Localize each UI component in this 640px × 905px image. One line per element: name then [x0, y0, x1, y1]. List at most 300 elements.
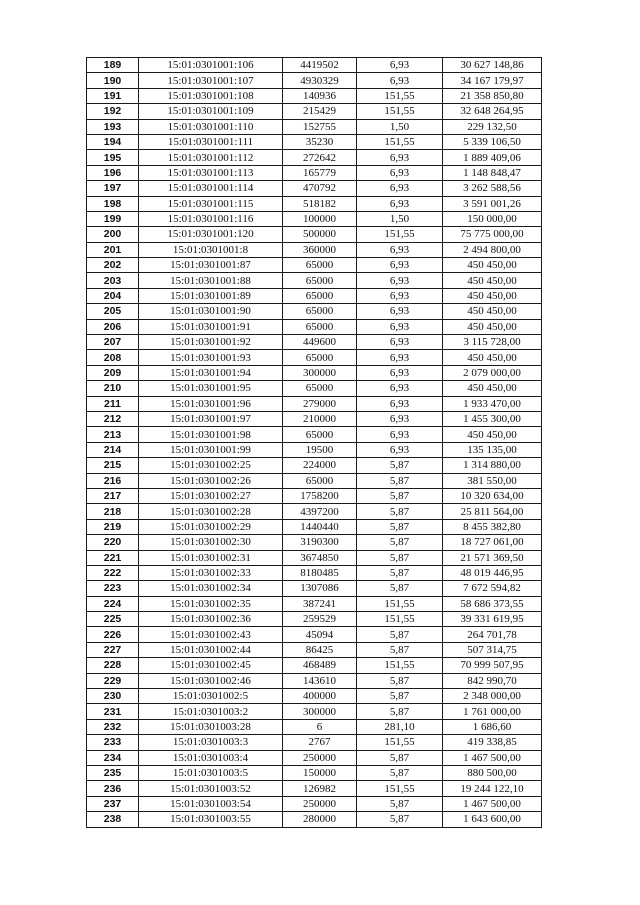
row-number-cell: 190 [87, 73, 139, 88]
row-number-cell: 209 [87, 365, 139, 380]
rate-cell: 6,93 [357, 150, 443, 165]
rate-cell: 281,10 [357, 719, 443, 734]
rate-cell: 6,93 [357, 73, 443, 88]
cadastral-number-cell: 15:01:0301001:111 [139, 134, 283, 149]
area-cell: 1440440 [283, 519, 357, 534]
table-row [87, 304, 542, 319]
table-row [87, 735, 542, 750]
cadastral-number-cell: 15:01:0301002:34 [139, 581, 283, 596]
rate-cell: 6,93 [357, 58, 443, 73]
cadastral-number-cell: 15:01:0301001:120 [139, 227, 283, 242]
cadastral-value-cell: 75 775 000,00 [443, 227, 542, 242]
cadastral-value-cell: 58 686 373,55 [443, 596, 542, 611]
row-number-cell: 205 [87, 304, 139, 319]
cadastral-value-cell: 1 467 500,00 [443, 796, 542, 811]
row-number-cell: 211 [87, 396, 139, 411]
rate-cell: 151,55 [357, 658, 443, 673]
cadastral-number-cell: 15:01:0301001:94 [139, 365, 283, 380]
row-number-cell: 234 [87, 750, 139, 765]
rate-cell: 5,87 [357, 627, 443, 642]
row-number-cell: 223 [87, 581, 139, 596]
area-cell: 250000 [283, 750, 357, 765]
area-cell: 215429 [283, 104, 357, 119]
table-row [87, 781, 542, 796]
cadastral-number-cell: 15:01:0301001:95 [139, 381, 283, 396]
table-row [87, 381, 542, 396]
cadastral-value-cell: 34 167 179,97 [443, 73, 542, 88]
area-cell: 19500 [283, 442, 357, 457]
cadastral-value-cell: 48 019 446,95 [443, 565, 542, 580]
cadastral-value-cell: 2 494 800,00 [443, 242, 542, 257]
rate-cell: 6,93 [357, 442, 443, 457]
area-cell: 65000 [283, 473, 357, 488]
area-cell: 140936 [283, 88, 357, 103]
area-cell: 150000 [283, 765, 357, 780]
cadastral-value-table [86, 57, 542, 828]
row-number-cell: 195 [87, 150, 139, 165]
cadastral-number-cell: 15:01:0301001:99 [139, 442, 283, 457]
cadastral-number-cell: 15:01:0301001:108 [139, 88, 283, 103]
area-cell: 86425 [283, 642, 357, 657]
row-number-cell: 201 [87, 242, 139, 257]
cadastral-value-cell: 3 262 588,56 [443, 181, 542, 196]
cadastral-value-cell: 1 643 600,00 [443, 812, 542, 827]
cadastral-number-cell: 15:01:0301001:96 [139, 396, 283, 411]
rate-cell: 1,50 [357, 119, 443, 134]
area-cell: 449600 [283, 335, 357, 350]
table-row [87, 765, 542, 780]
row-number-cell: 199 [87, 211, 139, 226]
cadastral-value-cell: 450 450,00 [443, 427, 542, 442]
rate-cell: 6,93 [357, 288, 443, 303]
table-body [87, 58, 542, 828]
area-cell: 3190300 [283, 535, 357, 550]
table-row [87, 719, 542, 734]
table-row [87, 119, 542, 134]
row-number-cell: 226 [87, 627, 139, 642]
table-row [87, 642, 542, 657]
cadastral-number-cell: 15:01:0301001:112 [139, 150, 283, 165]
cadastral-number-cell: 15:01:0301001:106 [139, 58, 283, 73]
rate-cell: 5,87 [357, 565, 443, 580]
row-number-cell: 222 [87, 565, 139, 580]
table-row [87, 473, 542, 488]
row-number-cell: 238 [87, 812, 139, 827]
cadastral-number-cell: 15:01:0301002:35 [139, 596, 283, 611]
cadastral-number-cell: 15:01:0301001:114 [139, 181, 283, 196]
rate-cell: 6,93 [357, 396, 443, 411]
area-cell: 143610 [283, 673, 357, 688]
area-cell: 360000 [283, 242, 357, 257]
row-number-cell: 210 [87, 381, 139, 396]
table-row [87, 196, 542, 211]
table-row [87, 565, 542, 580]
cadastral-number-cell: 15:01:0301003:55 [139, 812, 283, 827]
area-cell: 387241 [283, 596, 357, 611]
cadastral-value-cell: 1 314 880,00 [443, 458, 542, 473]
table-row [87, 488, 542, 503]
cadastral-number-cell: 15:01:0301001:92 [139, 335, 283, 350]
row-number-cell: 237 [87, 796, 139, 811]
cadastral-number-cell: 15:01:0301001:97 [139, 411, 283, 426]
row-number-cell: 216 [87, 473, 139, 488]
cadastral-number-cell: 15:01:0301001:116 [139, 211, 283, 226]
cadastral-value-cell: 1 686,60 [443, 719, 542, 734]
row-number-cell: 197 [87, 181, 139, 196]
table-row [87, 88, 542, 103]
row-number-cell: 230 [87, 689, 139, 704]
cadastral-number-cell: 15:01:0301001:115 [139, 196, 283, 211]
table-row [87, 504, 542, 519]
table-row [87, 396, 542, 411]
table-row [87, 812, 542, 827]
cadastral-value-cell: 1 455 300,00 [443, 411, 542, 426]
row-number-cell: 213 [87, 427, 139, 442]
cadastral-value-cell: 1 933 470,00 [443, 396, 542, 411]
rate-cell: 151,55 [357, 88, 443, 103]
cadastral-value-cell: 450 450,00 [443, 350, 542, 365]
cadastral-number-cell: 15:01:0301002:46 [139, 673, 283, 688]
area-cell: 3674850 [283, 550, 357, 565]
row-number-cell: 189 [87, 58, 139, 73]
area-cell: 518182 [283, 196, 357, 211]
table-row [87, 612, 542, 627]
table-row [87, 211, 542, 226]
area-cell: 4397200 [283, 504, 357, 519]
cadastral-number-cell: 15:01:0301002:43 [139, 627, 283, 642]
cadastral-value-cell: 1 467 500,00 [443, 750, 542, 765]
cadastral-number-cell: 15:01:0301001:107 [139, 73, 283, 88]
table-row [87, 134, 542, 149]
row-number-cell: 212 [87, 411, 139, 426]
cadastral-value-cell: 2 079 000,00 [443, 365, 542, 380]
cadastral-number-cell: 15:01:0301001:93 [139, 350, 283, 365]
cadastral-number-cell: 15:01:0301001:98 [139, 427, 283, 442]
cadastral-value-cell: 450 450,00 [443, 273, 542, 288]
row-number-cell: 218 [87, 504, 139, 519]
row-number-cell: 227 [87, 642, 139, 657]
cadastral-value-cell: 135 135,00 [443, 442, 542, 457]
row-number-cell: 228 [87, 658, 139, 673]
cadastral-value-cell: 450 450,00 [443, 304, 542, 319]
rate-cell: 6,93 [357, 350, 443, 365]
row-number-cell: 206 [87, 319, 139, 334]
cadastral-value-cell: 39 331 619,95 [443, 612, 542, 627]
cadastral-value-cell: 8 455 382,80 [443, 519, 542, 534]
area-cell: 100000 [283, 211, 357, 226]
row-number-cell: 203 [87, 273, 139, 288]
rate-cell: 5,87 [357, 519, 443, 534]
cadastral-value-cell: 450 450,00 [443, 381, 542, 396]
cadastral-number-cell: 15:01:0301003:4 [139, 750, 283, 765]
cadastral-number-cell: 15:01:0301003:3 [139, 735, 283, 750]
row-number-cell: 198 [87, 196, 139, 211]
table-row [87, 350, 542, 365]
cadastral-value-cell: 19 244 122,10 [443, 781, 542, 796]
area-cell: 65000 [283, 427, 357, 442]
rate-cell: 151,55 [357, 735, 443, 750]
rate-cell: 6,93 [357, 181, 443, 196]
cadastral-number-cell: 15:01:0301002:44 [139, 642, 283, 657]
row-number-cell: 202 [87, 258, 139, 273]
cadastral-value-cell: 21 358 850,80 [443, 88, 542, 103]
rate-cell: 5,87 [357, 581, 443, 596]
rate-cell: 6,93 [357, 411, 443, 426]
area-cell: 470792 [283, 181, 357, 196]
table-row [87, 627, 542, 642]
rate-cell: 5,87 [357, 458, 443, 473]
row-number-cell: 233 [87, 735, 139, 750]
table-row [87, 227, 542, 242]
cadastral-number-cell: 15:01:0301001:110 [139, 119, 283, 134]
area-cell: 224000 [283, 458, 357, 473]
rate-cell: 5,87 [357, 642, 443, 657]
cadastral-value-cell: 842 990,70 [443, 673, 542, 688]
cadastral-value-cell: 25 811 564,00 [443, 504, 542, 519]
row-number-cell: 207 [87, 335, 139, 350]
cadastral-number-cell: 15:01:0301002:25 [139, 458, 283, 473]
table-row [87, 796, 542, 811]
rate-cell: 5,87 [357, 765, 443, 780]
row-number-cell: 191 [87, 88, 139, 103]
row-number-cell: 231 [87, 704, 139, 719]
rate-cell: 5,87 [357, 473, 443, 488]
cadastral-value-cell: 32 648 264,95 [443, 104, 542, 119]
table-row [87, 288, 542, 303]
cadastral-value-cell: 450 450,00 [443, 319, 542, 334]
area-cell: 65000 [283, 319, 357, 334]
cadastral-value-cell: 450 450,00 [443, 288, 542, 303]
row-number-cell: 204 [87, 288, 139, 303]
rate-cell: 5,87 [357, 488, 443, 503]
area-cell: 250000 [283, 796, 357, 811]
row-number-cell: 200 [87, 227, 139, 242]
row-number-cell: 215 [87, 458, 139, 473]
rate-cell: 5,87 [357, 673, 443, 688]
row-number-cell: 214 [87, 442, 139, 457]
area-cell: 65000 [283, 381, 357, 396]
table-row [87, 273, 542, 288]
area-cell: 65000 [283, 258, 357, 273]
table-row [87, 411, 542, 426]
area-cell: 468489 [283, 658, 357, 673]
table-row [87, 335, 542, 350]
cadastral-number-cell: 15:01:0301002:33 [139, 565, 283, 580]
cadastral-number-cell: 15:01:0301003:54 [139, 796, 283, 811]
cadastral-number-cell: 15:01:0301003:28 [139, 719, 283, 734]
area-cell: 1307086 [283, 581, 357, 596]
cadastral-number-cell: 15:01:0301001:88 [139, 273, 283, 288]
cadastral-value-cell: 229 132,50 [443, 119, 542, 134]
area-cell: 65000 [283, 273, 357, 288]
rate-cell: 5,87 [357, 550, 443, 565]
cadastral-number-cell: 15:01:0301001:91 [139, 319, 283, 334]
cadastral-value-cell: 419 338,85 [443, 735, 542, 750]
table-row [87, 258, 542, 273]
rate-cell: 6,93 [357, 242, 443, 257]
table-row [87, 673, 542, 688]
row-number-cell: 192 [87, 104, 139, 119]
cadastral-number-cell: 15:01:0301001:8 [139, 242, 283, 257]
rate-cell: 5,87 [357, 689, 443, 704]
table-row [87, 319, 542, 334]
cadastral-value-cell: 1 761 000,00 [443, 704, 542, 719]
rate-cell: 6,93 [357, 258, 443, 273]
table-row [87, 427, 542, 442]
table-row [87, 658, 542, 673]
cadastral-value-cell: 18 727 061,00 [443, 535, 542, 550]
area-cell: 400000 [283, 689, 357, 704]
cadastral-value-cell: 450 450,00 [443, 258, 542, 273]
cadastral-number-cell: 15:01:0301002:30 [139, 535, 283, 550]
row-number-cell: 220 [87, 535, 139, 550]
cadastral-value-cell: 264 701,78 [443, 627, 542, 642]
cadastral-number-cell: 15:01:0301002:26 [139, 473, 283, 488]
area-cell: 65000 [283, 350, 357, 365]
cadastral-number-cell: 15:01:0301002:31 [139, 550, 283, 565]
table-row [87, 58, 542, 73]
area-cell: 6 [283, 719, 357, 734]
row-number-cell: 219 [87, 519, 139, 534]
table-row [87, 73, 542, 88]
rate-cell: 6,93 [357, 335, 443, 350]
cadastral-value-cell: 10 320 634,00 [443, 488, 542, 503]
cadastral-number-cell: 15:01:0301001:109 [139, 104, 283, 119]
area-cell: 1758200 [283, 488, 357, 503]
rate-cell: 6,93 [357, 304, 443, 319]
row-number-cell: 224 [87, 596, 139, 611]
table-row [87, 165, 542, 180]
area-cell: 4419502 [283, 58, 357, 73]
cadastral-number-cell: 15:01:0301001:87 [139, 258, 283, 273]
table-row [87, 519, 542, 534]
table-row [87, 581, 542, 596]
cadastral-number-cell: 15:01:0301002:27 [139, 488, 283, 503]
rate-cell: 6,93 [357, 427, 443, 442]
cadastral-value-cell: 381 550,00 [443, 473, 542, 488]
cadastral-value-cell: 1 148 848,47 [443, 165, 542, 180]
cadastral-value-cell: 7 672 594,82 [443, 581, 542, 596]
row-number-cell: 229 [87, 673, 139, 688]
cadastral-value-cell: 1 889 409,06 [443, 150, 542, 165]
cadastral-number-cell: 15:01:0301001:89 [139, 288, 283, 303]
cadastral-number-cell: 15:01:0301001:90 [139, 304, 283, 319]
cadastral-value-cell: 3 591 001,26 [443, 196, 542, 211]
area-cell: 35230 [283, 134, 357, 149]
cadastral-number-cell: 15:01:0301002:29 [139, 519, 283, 534]
rate-cell: 151,55 [357, 612, 443, 627]
rate-cell: 151,55 [357, 134, 443, 149]
area-cell: 126982 [283, 781, 357, 796]
area-cell: 45094 [283, 627, 357, 642]
rate-cell: 5,87 [357, 704, 443, 719]
area-cell: 165779 [283, 165, 357, 180]
cadastral-number-cell: 15:01:0301002:45 [139, 658, 283, 673]
table-row [87, 689, 542, 704]
table-row [87, 535, 542, 550]
cadastral-value-cell: 880 500,00 [443, 765, 542, 780]
cadastral-number-cell: 15:01:0301001:113 [139, 165, 283, 180]
table-row [87, 104, 542, 119]
rate-cell: 6,93 [357, 165, 443, 180]
table-row [87, 181, 542, 196]
area-cell: 279000 [283, 396, 357, 411]
row-number-cell: 232 [87, 719, 139, 734]
cadastral-number-cell: 15:01:0301003:52 [139, 781, 283, 796]
table-row [87, 458, 542, 473]
row-number-cell: 196 [87, 165, 139, 180]
rate-cell: 151,55 [357, 227, 443, 242]
rate-cell: 151,55 [357, 596, 443, 611]
table-row [87, 442, 542, 457]
area-cell: 65000 [283, 288, 357, 303]
area-cell: 280000 [283, 812, 357, 827]
rate-cell: 151,55 [357, 781, 443, 796]
area-cell: 210000 [283, 411, 357, 426]
area-cell: 272642 [283, 150, 357, 165]
row-number-cell: 235 [87, 765, 139, 780]
rate-cell: 6,93 [357, 381, 443, 396]
rate-cell: 5,87 [357, 750, 443, 765]
cadastral-value-cell: 507 314,75 [443, 642, 542, 657]
area-cell: 300000 [283, 365, 357, 380]
table-row [87, 365, 542, 380]
table-row [87, 150, 542, 165]
cadastral-number-cell: 15:01:0301002:28 [139, 504, 283, 519]
cadastral-number-cell: 15:01:0301002:36 [139, 612, 283, 627]
area-cell: 152755 [283, 119, 357, 134]
row-number-cell: 221 [87, 550, 139, 565]
row-number-cell: 194 [87, 134, 139, 149]
row-number-cell: 208 [87, 350, 139, 365]
cadastral-value-cell: 5 339 106,50 [443, 134, 542, 149]
table-row [87, 550, 542, 565]
area-cell: 300000 [283, 704, 357, 719]
row-number-cell: 193 [87, 119, 139, 134]
area-cell: 2767 [283, 735, 357, 750]
rate-cell: 1,50 [357, 211, 443, 226]
cadastral-value-cell: 30 627 148,86 [443, 58, 542, 73]
table-row [87, 242, 542, 257]
rate-cell: 5,87 [357, 504, 443, 519]
cadastral-value-cell: 21 571 369,50 [443, 550, 542, 565]
table-row [87, 596, 542, 611]
row-number-cell: 217 [87, 488, 139, 503]
area-cell: 500000 [283, 227, 357, 242]
row-number-cell: 236 [87, 781, 139, 796]
table-row [87, 750, 542, 765]
rate-cell: 6,93 [357, 319, 443, 334]
area-cell: 8180485 [283, 565, 357, 580]
rate-cell: 6,93 [357, 365, 443, 380]
area-cell: 65000 [283, 304, 357, 319]
rate-cell: 6,93 [357, 273, 443, 288]
rate-cell: 5,87 [357, 812, 443, 827]
rate-cell: 151,55 [357, 104, 443, 119]
area-cell: 4930329 [283, 73, 357, 88]
cadastral-number-cell: 15:01:0301002:5 [139, 689, 283, 704]
rate-cell: 5,87 [357, 796, 443, 811]
cadastral-value-cell: 3 115 728,00 [443, 335, 542, 350]
rate-cell: 6,93 [357, 196, 443, 211]
row-number-cell: 225 [87, 612, 139, 627]
cadastral-value-cell: 150 000,00 [443, 211, 542, 226]
area-cell: 259529 [283, 612, 357, 627]
cadastral-value-cell: 70 999 507,95 [443, 658, 542, 673]
rate-cell: 5,87 [357, 535, 443, 550]
cadastral-value-cell: 2 348 000,00 [443, 689, 542, 704]
table-row [87, 704, 542, 719]
